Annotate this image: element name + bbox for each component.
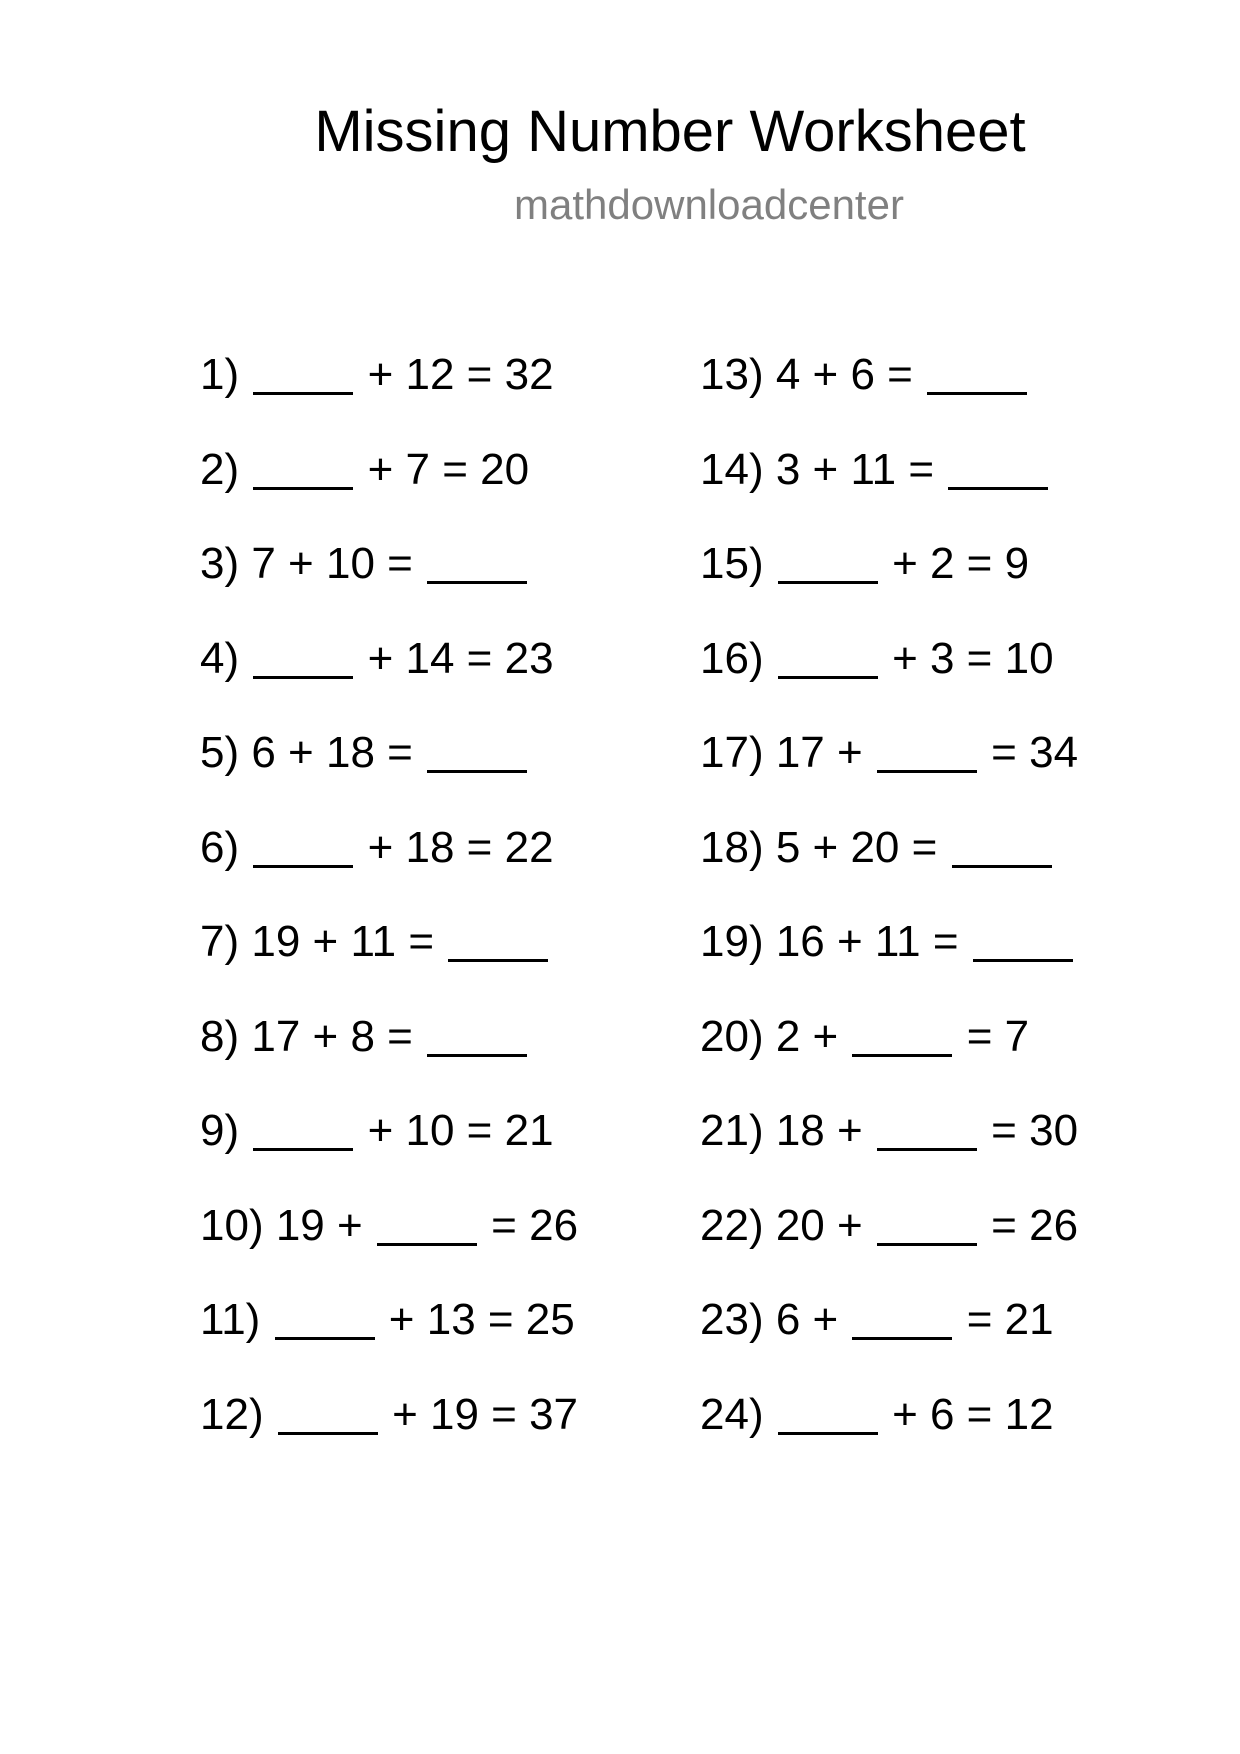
problem-expression: 3 + 11 = <box>775 444 935 494</box>
problem-expression: + 2 = 9 <box>892 539 1030 588</box>
problem-number: 10) <box>200 1200 264 1250</box>
problem-expression: 7 + 10 = <box>251 539 413 588</box>
problem-number: 18) <box>700 822 764 872</box>
problem-result: = 26 <box>991 1200 1079 1250</box>
problem-9 <box>200 1106 554 1156</box>
problem-number: 5) <box>200 728 240 777</box>
problem-expression: 19 + <box>275 1200 363 1250</box>
site-subtitle: mathdownloadcenter <box>514 181 904 228</box>
answer-blank[interactable] <box>427 1018 527 1057</box>
answer-blank[interactable] <box>377 1207 477 1246</box>
answer-blank[interactable] <box>778 640 878 679</box>
problem-expression: + 3 = 10 <box>892 633 1054 683</box>
answer-blank[interactable] <box>275 1301 375 1340</box>
problem-number: 13) <box>700 350 764 399</box>
answer-blank[interactable] <box>778 1396 878 1435</box>
problem-7 <box>200 917 550 967</box>
problem-number: 12) <box>200 1389 264 1439</box>
problem-number: 9) <box>200 1106 240 1155</box>
problem-18 <box>700 823 1054 873</box>
problem-expression: + 7 = 20 <box>367 444 530 494</box>
answer-blank[interactable] <box>952 829 1052 868</box>
problem-expression: 4 + 6 = <box>775 350 913 399</box>
problem-expression: 2 + <box>775 1011 839 1061</box>
problem-expression: + 12 = 32 <box>367 350 554 399</box>
problem-2 <box>200 445 529 495</box>
problem-result: = 7 <box>966 1011 1030 1061</box>
problem-number: 17) <box>700 728 764 777</box>
answer-blank[interactable] <box>852 1301 952 1340</box>
answer-blank[interactable] <box>877 1112 977 1151</box>
problem-number: 21) <box>700 1106 764 1155</box>
answer-blank[interactable] <box>778 545 878 584</box>
problem-number: 3) <box>200 539 240 588</box>
problem-number: 15) <box>700 539 764 588</box>
problem-number: 1) <box>200 350 240 399</box>
problem-number: 2) <box>200 444 240 494</box>
answer-blank[interactable] <box>927 356 1027 395</box>
answer-blank[interactable] <box>427 545 527 584</box>
answer-blank[interactable] <box>877 1207 977 1246</box>
problem-expression: + 13 = 25 <box>388 1295 575 1344</box>
problem-expression: 17 + 8 = <box>251 1011 413 1061</box>
answer-blank[interactable] <box>278 1396 378 1435</box>
problem-1 <box>200 350 554 400</box>
problem-expression: 16 + 11 = <box>775 917 959 966</box>
problem-number: 7) <box>200 917 240 966</box>
problem-11 <box>200 1295 575 1345</box>
problem-expression: + 10 = 21 <box>367 1106 554 1155</box>
problem-number: 8) <box>200 1011 240 1061</box>
answer-blank[interactable] <box>253 356 353 395</box>
problem-expression: 6 + <box>775 1295 839 1344</box>
problem-17 <box>700 728 1078 778</box>
problem-19 <box>700 917 1075 967</box>
problem-12 <box>200 1390 578 1440</box>
problem-15 <box>700 539 1029 589</box>
problem-number: 22) <box>700 1200 764 1250</box>
answer-blank[interactable] <box>253 451 353 490</box>
problem-13 <box>700 350 1029 400</box>
problem-result: = 34 <box>991 728 1079 777</box>
problem-expression: + 6 = 12 <box>892 1389 1054 1439</box>
problem-4 <box>200 634 554 684</box>
problem-number: 24) <box>700 1389 764 1439</box>
problem-21 <box>700 1106 1078 1156</box>
problem-result: = 21 <box>966 1295 1054 1344</box>
problem-5 <box>200 728 529 778</box>
problem-number: 14) <box>700 444 764 494</box>
answer-blank[interactable] <box>253 829 353 868</box>
answer-blank[interactable] <box>448 923 548 962</box>
problem-24 <box>700 1390 1054 1440</box>
problem-number: 19) <box>700 917 764 966</box>
problem-number: 6) <box>200 822 240 872</box>
problem-22 <box>700 1201 1078 1251</box>
problem-expression: 17 + <box>775 728 863 777</box>
problem-number: 4) <box>200 633 240 683</box>
problem-8 <box>200 1012 529 1062</box>
problem-6 <box>200 823 554 873</box>
problem-number: 23) <box>700 1295 764 1344</box>
answer-blank[interactable] <box>948 451 1048 490</box>
answer-blank[interactable] <box>253 1112 353 1151</box>
problem-expression: 5 + 20 = <box>775 822 938 872</box>
answer-blank[interactable] <box>427 734 527 773</box>
problem-expression: 18 + <box>775 1106 863 1155</box>
problem-expression: + 19 = 37 <box>392 1389 579 1439</box>
problem-number: 11) <box>200 1295 261 1344</box>
answer-blank[interactable] <box>877 734 977 773</box>
answer-blank[interactable] <box>973 923 1073 962</box>
problem-23 <box>700 1295 1054 1345</box>
problem-expression: + 14 = 23 <box>367 633 554 683</box>
problem-expression: + 18 = 22 <box>367 822 554 872</box>
problem-number: 20) <box>700 1011 764 1061</box>
problem-14 <box>700 445 1050 495</box>
answer-blank[interactable] <box>852 1018 952 1057</box>
problem-3 <box>200 539 529 589</box>
problem-result: = 26 <box>491 1200 579 1250</box>
problem-16 <box>700 634 1054 684</box>
problem-20 <box>700 1012 1029 1062</box>
problem-expression: 6 + 18 = <box>251 728 413 777</box>
problem-10 <box>200 1201 578 1251</box>
page-title: Missing Number Worksheet <box>314 99 1026 164</box>
problem-expression: 20 + <box>775 1200 863 1250</box>
problem-result: = 30 <box>991 1106 1079 1155</box>
problem-expression: 19 + 11 = <box>251 917 435 966</box>
problem-number: 16) <box>700 633 764 683</box>
answer-blank[interactable] <box>253 640 353 679</box>
